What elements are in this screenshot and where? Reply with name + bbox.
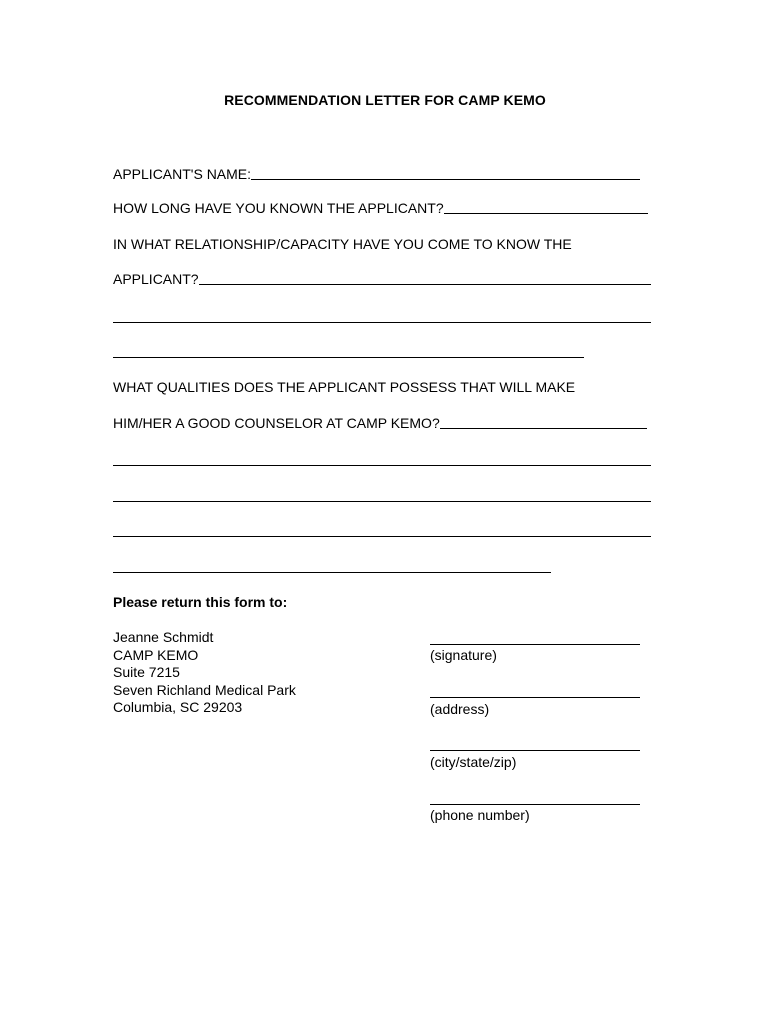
address-label: (address) — [430, 701, 490, 717]
how-long-label: HOW LONG HAVE YOU KNOWN THE APPLICANT? — [113, 200, 444, 216]
qualities-blank-line-1[interactable] — [113, 465, 651, 466]
signature-label: (signature) — [430, 647, 497, 663]
address-line-field[interactable] — [430, 697, 640, 698]
qualities-blank-line-2[interactable] — [113, 501, 651, 502]
phone-number-line[interactable] — [430, 804, 640, 805]
relationship-row — [113, 271, 651, 287]
how-long-row — [113, 200, 648, 216]
address-line: Seven Richland Medical Park — [113, 681, 296, 698]
qualities-label-line2: HIM/HER A GOOD COUNSELOR AT CAMP KEMO? — [113, 415, 440, 431]
relationship-field[interactable] — [199, 284, 651, 285]
return-heading: Please return this form to: — [113, 594, 288, 610]
relationship-label-line1: IN WHAT RELATIONSHIP/CAPACITY HAVE YOU COME TO KNOW THE — [113, 236, 572, 252]
how-long-field[interactable] — [444, 213, 648, 214]
address-line: Suite 7215 — [113, 664, 180, 681]
city-state-zip-line[interactable] — [430, 750, 640, 751]
applicant-name-label: APPLICANT'S NAME: — [113, 166, 252, 182]
relationship-label-line2: APPLICANT? — [113, 271, 199, 287]
address-line: Columbia, SC 29203 — [113, 699, 243, 716]
return-address — [113, 629, 296, 717]
qualities-blank-line-3[interactable] — [113, 536, 651, 537]
phone-number-label: (phone number) — [430, 807, 530, 823]
qualities-blank-line-4[interactable] — [113, 572, 551, 573]
qualities-row — [113, 415, 647, 431]
city-state-zip-label: (city/state/zip) — [430, 754, 517, 770]
relationship-blank-line-1[interactable] — [113, 322, 651, 323]
applicant-name-field[interactable] — [251, 179, 640, 180]
qualities-label-line1: WHAT QUALITIES DOES THE APPLICANT POSSESS THAT WILL MAKE — [113, 379, 576, 395]
address-line: Jeanne Schmidt — [113, 629, 214, 645]
qualities-field[interactable] — [440, 428, 647, 429]
applicant-name-row — [113, 166, 640, 182]
address-line: CAMP KEMO — [113, 646, 199, 663]
signature-line[interactable] — [430, 644, 640, 645]
form-title: RECOMMENDATION LETTER FOR CAMP KEMO — [224, 92, 546, 108]
relationship-blank-line-2[interactable] — [113, 357, 584, 358]
